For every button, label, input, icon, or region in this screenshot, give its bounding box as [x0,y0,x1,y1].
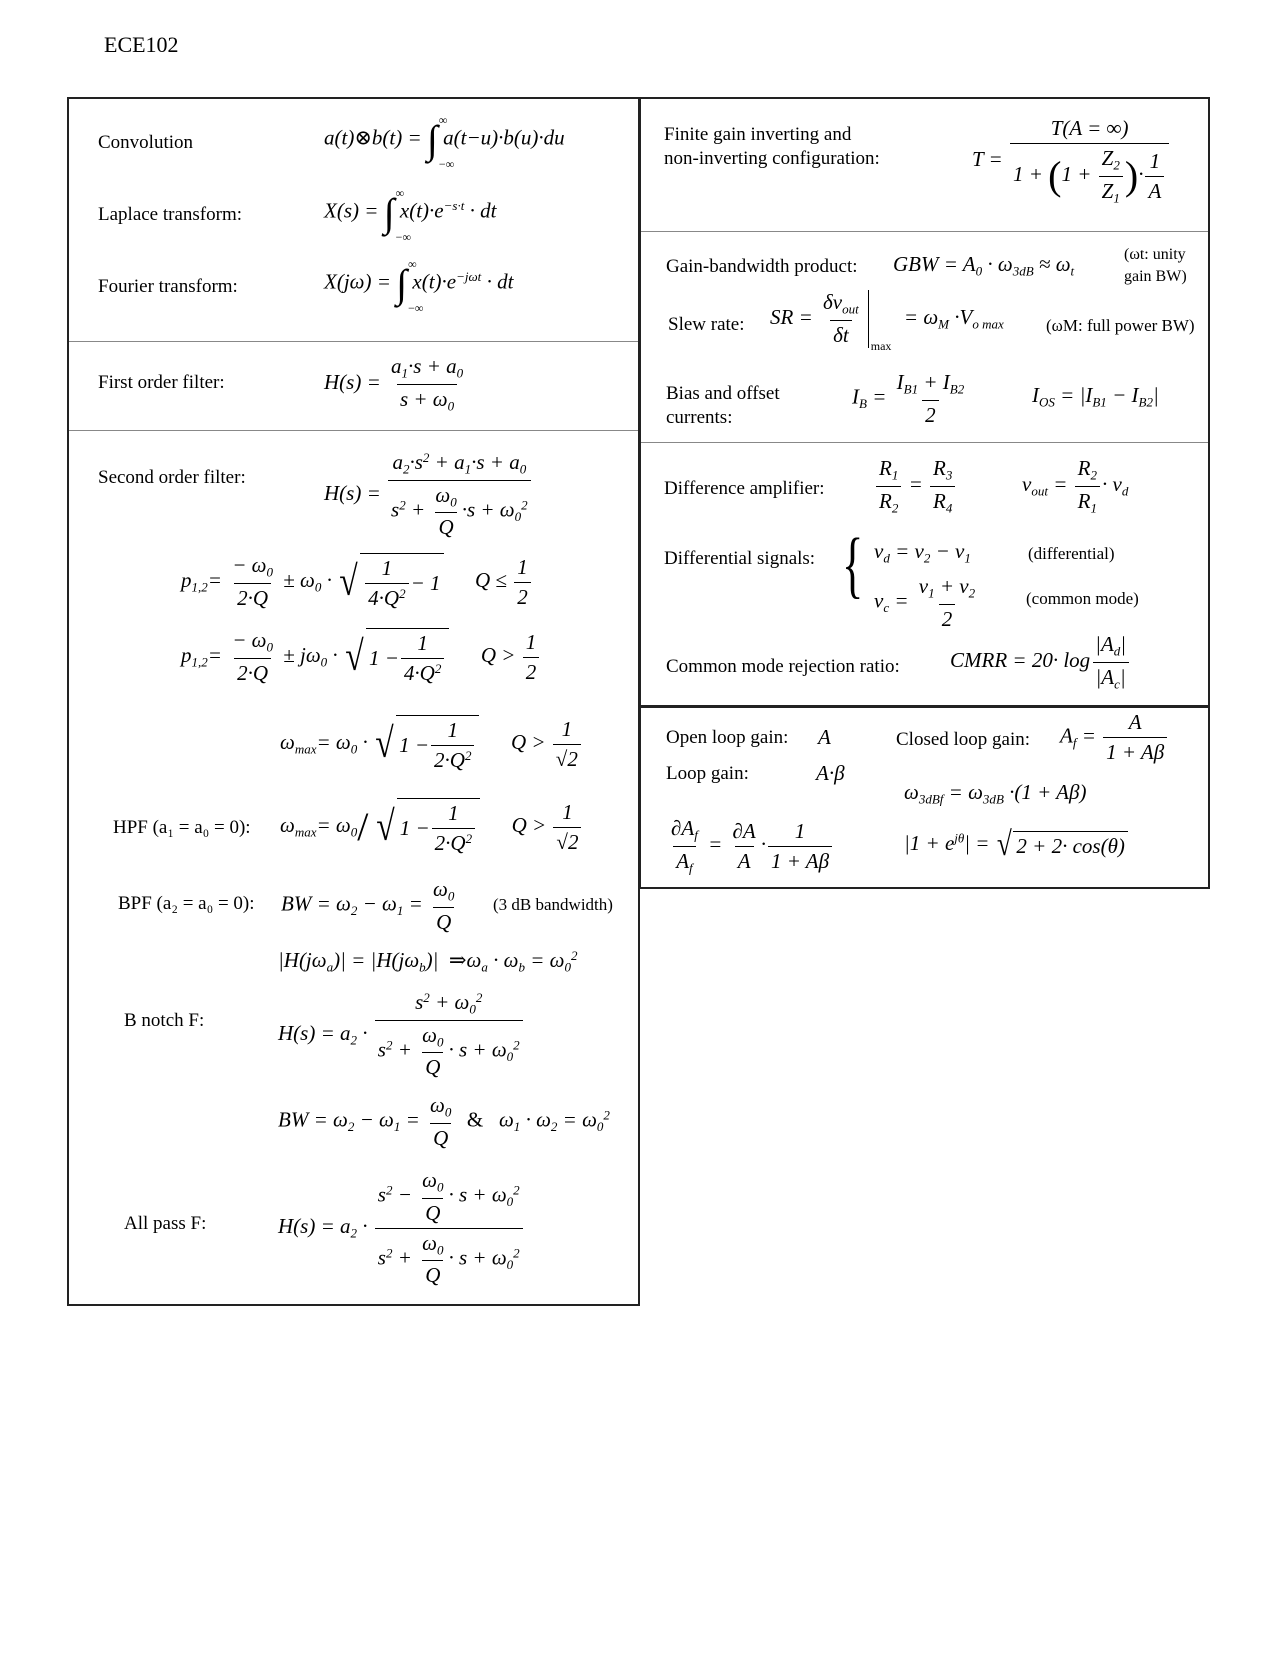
bnotch-label: B notch F: [124,1010,205,1031]
course-title: ECE102 [104,32,179,57]
bnotch-formula: $H(s) = a_2$ · $s^2 + \omega_0^2$ $s^2$ + $\frac{\omega_0}{Q}$ · $s + \omega_0^2$ [278,990,525,1080]
gbw-note-1: (ωt: unity [1124,246,1186,263]
bpf-formula: BW = $\omega_2 - \omega_1$ = $\frac{\omega_0}{Q}$ [281,877,455,934]
bias-formula: $I_B$ = $\frac{I_{B1} + I_{B2}}{2}$ [852,370,965,427]
bnotch-bw-formula: BW = $\omega_2 - \omega_1$ = $\frac{\omega_0}{Q}$ & $\omega_1 \cdot \omega_2 = \omega_0^2$ [278,1093,610,1150]
closed-loop-formula: $A_f$ = $\frac{A}{1 + A\beta}$ [1060,710,1169,765]
finite-gain-label-1: Finite gain inverting and [664,124,852,145]
closed-loop-label: Closed loop gain: [896,729,1031,750]
slew-note: (ωM: full power BW) [1046,316,1195,335]
slew-label: Slew rate: [668,314,745,335]
omega-max-formula: $\omega_{max}= \omega_0$ · √ 1 − $\frac{1}{2\cdot Q^2}$ Q > $\frac{1}{√2}$ [280,715,583,773]
bias-label-2: currents: [666,407,733,428]
fourier-label: Fourier transform: [98,276,238,297]
open-loop-symbol: A [818,725,831,749]
open-loop-label: Open loop gain: [666,727,789,748]
second-order-label: Second order filter: [98,467,246,488]
slew-formula: SR = $\frac{\delta v_{out}}{\delta t}$ $_{max} = \omega_M \cdot V_{o max}$ [770,290,1004,353]
loop-gain-label: Loop gain: [666,763,749,784]
poles-complex-formula: $p_{1,2}=$ $\frac{- \omega_0}{2\cdot Q}$ ± $j\omega_0$ · √ 1 − $\frac{1}{4\cdot Q^2}$ Q > $\frac{1}{2}$ [181,628,541,686]
offset-formula: $I_{OS} = |I_{B1} - I_{B2}|$ [1032,383,1159,410]
gbw-label: Gain-bandwidth product: [666,256,858,277]
convolution-formula: a(t)⊗b(t) = ∫ ∞ −∞ a(t−u)·b(u)·du [324,113,565,171]
difference-output: $v_{out}$ = $\frac{R_2}{R_1}$ · $v_d$ [1022,456,1129,516]
convolution-label: Convolution [98,132,194,153]
cmrr-label: Common mode rejection ratio: [666,656,900,677]
allpass-label: All pass F: [124,1213,207,1234]
common-mode-note: (common mode) [1026,589,1139,608]
bpf-note: (3 dB bandwidth) [493,895,613,914]
first-order-label: First order filter: [98,372,225,393]
finite-gain-label-2: non-inverting configuration: [664,148,880,169]
difference-label: Difference amplifier: [664,478,825,499]
vc-formula: $v_c$ = $\frac{v_1 + v_2}{2}$ [874,574,976,631]
finite-gain-formula: T = T(A = ∞) 1 + (1 + $\frac{Z_2}{Z_1}$ )· $\frac{1}{A}$ [972,116,1171,206]
fourier-formula: X(jω) = ∫ ∞ −∞ $x(t)\cdot e^{-j\omega t}$ · dt [324,257,514,315]
hpf-label: HPF (a₁ = a₀ = 0): [113,817,251,838]
differential-note: (differential) [1028,544,1115,563]
bpf-label: BPF (a₂ = a₀ = 0): [118,893,255,914]
left-divider-1 [69,341,638,342]
first-order-formula: H(s) = $\frac{a_1\cdot s + a_0}{s + \omega_0}$ [324,354,464,414]
cmrr-formula: CMRR = 20· log $\frac{|A_d|}{|A_c|}$ [950,632,1131,692]
second-order-formula: H(s) = $a_2\cdot s^2 + a_1\cdot s + a_0$ $s^2$ + $\frac{\omega_0}{Q}$ $\cdot s + \omega_0^2$ [324,450,533,540]
hpf-formula: $\omega_{max}= \omega_0/$ √ 1 − $\frac{1}{2\cdot Q^2}$ Q > $\frac{1}{√2}$ [280,798,583,856]
left-divider-2 [69,430,638,431]
differential-label: Differential signals: [664,548,816,569]
difference-condition: $\frac{R_1}{R_2}$ = $\frac{R_3}{R_4}$ [874,456,957,516]
bias-label-1: Bias and offset [666,383,780,404]
laplace-formula: X(s) = ∫ ∞ −∞ $x(t)\cdot e^{-s\cdot t}$ · dt [324,186,497,244]
allpass-formula: $H(s) = a_2$ · $s^2$ − $\frac{\omega_0}{Q}$ · $s + \omega_0^2$ $s^2$ + $\frac{\omega_0}{Q}$ · $s + \omega_0^2$ [278,1168,525,1288]
gbw-formula: GBW = $A_0 \cdot \omega_{3dB} \approx \omega_t$ [893,252,1075,279]
vd-formula: $v_d = v_2 - v_1$ [874,539,971,566]
gbw-note-2: gain BW) [1124,268,1187,285]
magnitude-formula: $|1 + e^{j\theta}|$ = √ 2 + 2· cos(θ) [904,828,1128,862]
right-divider-1 [641,231,1208,232]
loop-gain-symbol: A·β [816,761,845,785]
right-divider-2 [641,442,1208,443]
sensitivity-formula: $\frac{\partial A_f}{A_f}$ = $\frac{\partial A}{A}$ · $\frac{1}{1 + A\beta}$ [666,816,834,876]
poles-real-formula: $p_{1,2}=$ $\frac{- \omega_0}{2\cdot Q}$ ± $\omega_0$ · √ $\frac{1}{4\cdot Q^2}$ − 1 Q ≤ $\frac{1}{2}$ [181,553,533,611]
laplace-label: Laplace transform: [98,204,243,225]
symmetry-formula: $|H(j\omega_a)| = |H(j\omega_b)|$ $\Rightarrow\omega_a \cdot \omega_b = \omega_0^2$ [278,948,578,975]
differential-brace: { [842,524,864,606]
bandwidth-extension-formula: $\omega_{3dBf} = \omega_{3dB} \cdot(1 + A\beta)$ [904,780,1087,807]
